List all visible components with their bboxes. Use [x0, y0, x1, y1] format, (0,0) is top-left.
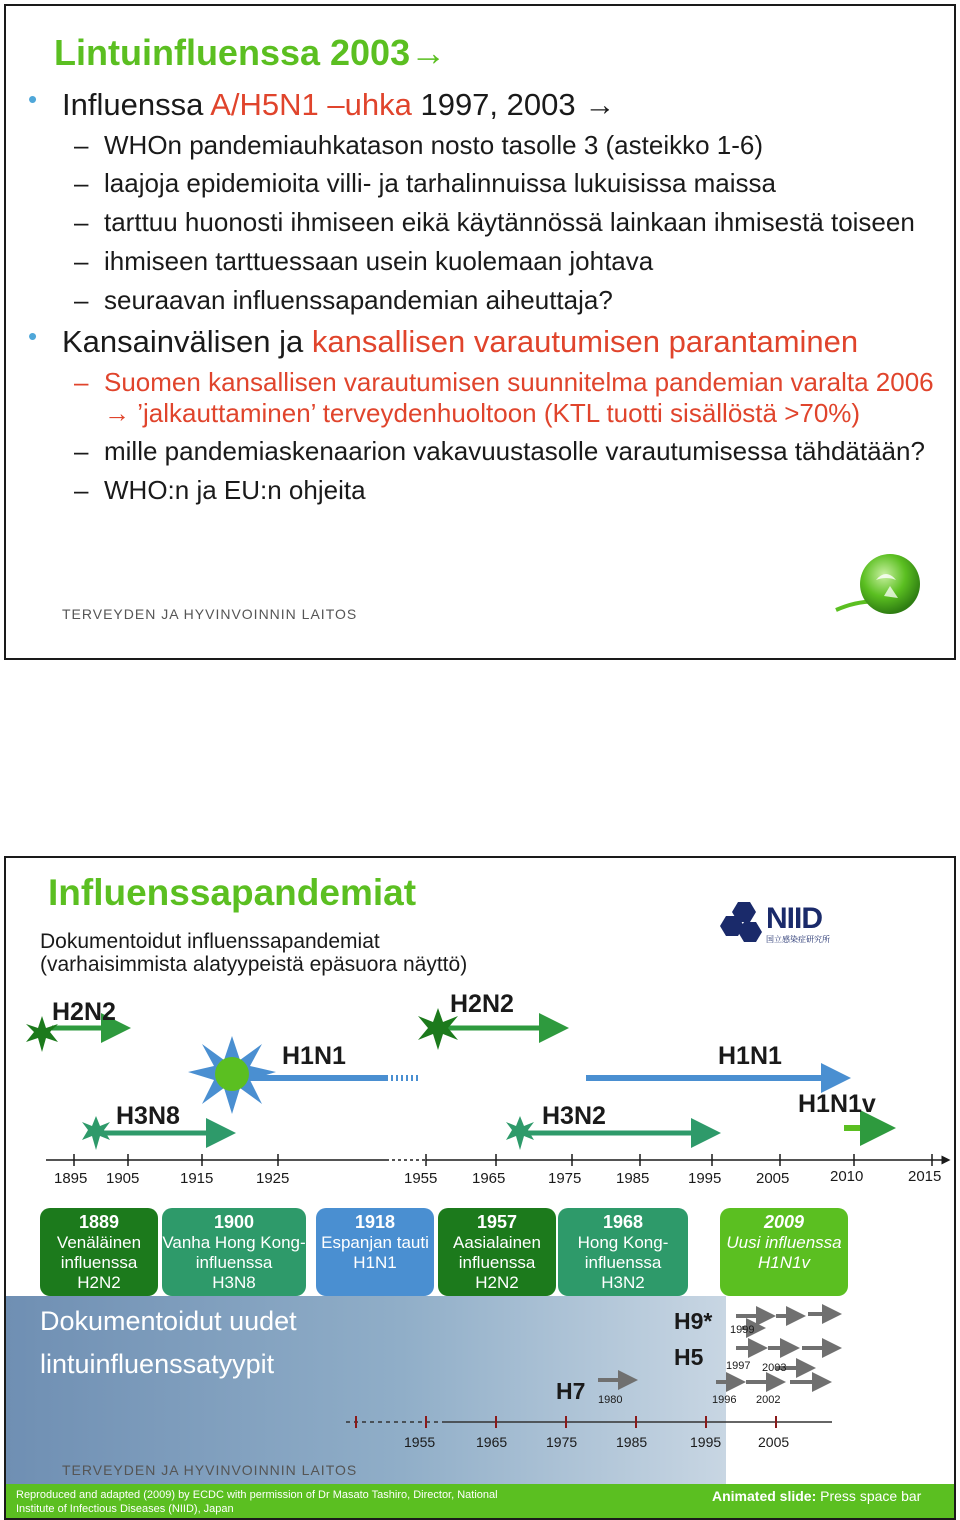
sub-bullet: – mille pandemiaskenaarion vakavuustasolle varautumisessa tähdätään? [28, 436, 948, 467]
bullet-h5n1 [28, 86, 948, 124]
subtitle-line: Dokumentoidut influenssapandemiat [40, 930, 380, 953]
timeline-year: 1895 [54, 1170, 88, 1187]
avian-year: 2003 [762, 1362, 787, 1374]
pandemic-name: Espanjan tauti [321, 1233, 429, 1253]
pandemic-name: Uusi influenssa [726, 1233, 842, 1253]
bullet-preparedness [28, 323, 948, 361]
footer-org: TERVEYDEN JA HYVINVOINNIN LAITOS [62, 606, 358, 622]
avian-subtype-h5: H5 [674, 1344, 704, 1370]
sub-bullet: – ihmiseen tarttuessaan usein kuolemaan johtava [28, 246, 948, 277]
sub-bullet: – WHO:n ja EU:n ohjeita [28, 475, 948, 506]
pandemic-box-1957 [438, 1208, 556, 1296]
pandemic-box-1889 [40, 1208, 158, 1296]
pandemic-name: Venäläinen influenssa [56, 1233, 142, 1272]
pandemic-strain: H3N2 [601, 1272, 645, 1292]
strain-label: H1N1 [718, 1042, 782, 1070]
timeline-year: 2015 [908, 1168, 942, 1185]
pandemic-box-1968 [558, 1208, 688, 1296]
strain-label: H1N1v [798, 1090, 876, 1118]
subtitle-line: (varhaisimmista alatyypeistä epäsuora näyttö) [40, 953, 468, 977]
pandemic-year: 1889 [78, 1212, 120, 1232]
bullet-preparedness-highlight: kansallisen varautumisen parantaminen [311, 324, 859, 360]
sub-bullet: – laajoja epidemioita villi- ja tarhalinnuissa lukuisissa maissa [28, 168, 948, 199]
timeline-year: 1975 [548, 1170, 582, 1187]
footer-org: TERVEYDEN JA HYVINVOINNIN LAITOS [62, 1462, 358, 1478]
bullet-preparedness-pre: Kansainvälisen ja [62, 324, 312, 360]
bullet-h5n1-highlight: A/H5N1 –uhka [210, 87, 412, 122]
niid-logo-text: NIID [766, 902, 822, 935]
pandemic-box-1900 [162, 1208, 306, 1296]
pandemic-year: 1918 [354, 1212, 396, 1232]
avian-year: 1997 [726, 1360, 751, 1372]
strain-label: H1N1 [282, 1042, 346, 1070]
avian-year: 1980 [598, 1394, 623, 1406]
pandemic-strain: H1N1v [758, 1252, 810, 1272]
avian-axis-year: 1955 [404, 1434, 436, 1450]
niid-logo-subtext: 国立感染症研究所 [766, 935, 830, 944]
slide-pandemic-threat [4, 4, 956, 660]
bullet-h5n1-post: 1997, 2003 → [411, 87, 616, 122]
avian-year: 1999 [730, 1324, 755, 1336]
timeline-year: 1955 [404, 1170, 438, 1187]
pandemic-strain: H3N8 [212, 1272, 256, 1292]
sub-bullet: – Suomen kansallisen varautumisen suunnitelma pandemian varalta 2006 → ’jalkauttaminen’ terveydenhuoltoon (KTL tuotti sisällöstä >70%) [28, 367, 948, 428]
avian-year: 1996 [712, 1394, 737, 1406]
pandemic-year: 1968 [602, 1212, 644, 1232]
slide-influenza-pandemics [4, 856, 956, 1520]
avian-axis-year: 1985 [616, 1434, 648, 1450]
timeline-year: 1995 [688, 1170, 722, 1187]
avian-year: 2002 [756, 1394, 781, 1406]
avian-title-line: Dokumentoidut uudet [40, 1306, 297, 1336]
avian-title-line: lintuinfluenssatyypit [40, 1349, 275, 1380]
pandemic-year: 2009 [763, 1212, 805, 1232]
animated-slide-notice [712, 1488, 921, 1504]
pandemic-box-1918 [316, 1208, 434, 1296]
strain-label: H2N2 [52, 998, 116, 1026]
pandemic-name: Aasialainen influenssa [453, 1233, 541, 1272]
avian-axis-year: 1995 [690, 1434, 722, 1450]
sub-bullet: – seuraavan influenssapandemian aiheuttaja? [28, 285, 948, 316]
timeline-year: 1925 [256, 1170, 290, 1187]
slide1-body [28, 82, 948, 514]
timeline-year: 1965 [472, 1170, 506, 1187]
animated-label: Animated slide: [712, 1488, 817, 1504]
pandemic-star-1968 [506, 1116, 534, 1150]
pandemic-year: 1900 [213, 1212, 255, 1232]
avian-subtype-h9: H9* [674, 1308, 713, 1334]
slide2-title: Influenssapandemiat [48, 872, 417, 913]
avian-axis-year: 1975 [546, 1434, 578, 1450]
sub-bullet: – tarttuu huonosti ihmiseen eikä käytännössä lainkaan ihmisestä toiseen [28, 207, 948, 238]
strain-label: H3N8 [116, 1102, 180, 1130]
pandemic-name: Vanha Hong Kong-influenssa [162, 1233, 306, 1272]
timeline-year: 1905 [106, 1170, 140, 1187]
credit-text: Reproduced and adapted (2009) by ECDC with permission of Dr Masato Tashiro, Director, National Institute of Infectious Diseases (NIID), Japan [16, 1489, 498, 1516]
sub-bullet: – WHOn pandemiauhkatason nosto tasolle 3 (asteikko 1-6) [28, 130, 948, 161]
pandemic-strain: H2N2 [475, 1272, 519, 1292]
animated-text: Press space bar [816, 1488, 922, 1504]
timeline-year: 1915 [180, 1170, 214, 1187]
strain-label: H3N2 [542, 1102, 606, 1130]
thl-globe-logo-icon [832, 550, 932, 626]
pandemic-box-2009 [720, 1208, 848, 1296]
timeline-year: 1985 [616, 1170, 650, 1187]
avian-axis-year: 1965 [476, 1434, 508, 1450]
avian-axis-year: 2005 [758, 1434, 790, 1450]
timeline-year: 2010 [830, 1168, 864, 1185]
pandemic-name: Hong Kong-influenssa [577, 1233, 669, 1272]
pandemic-year: 1957 [476, 1212, 518, 1232]
avian-subtype-h7: H7 [556, 1378, 586, 1404]
slide1-title: Lintuinfluenssa 2003→ [54, 32, 447, 73]
pandemic-strain: H2N2 [77, 1272, 121, 1292]
strain-label: H2N2 [450, 990, 514, 1018]
pandemic-strain: H1N1 [353, 1252, 397, 1272]
bullet-h5n1-pre: Influenssa [62, 87, 211, 122]
timeline-year: 2005 [756, 1170, 790, 1187]
pandemic-timeline-graphic [6, 858, 954, 1198]
